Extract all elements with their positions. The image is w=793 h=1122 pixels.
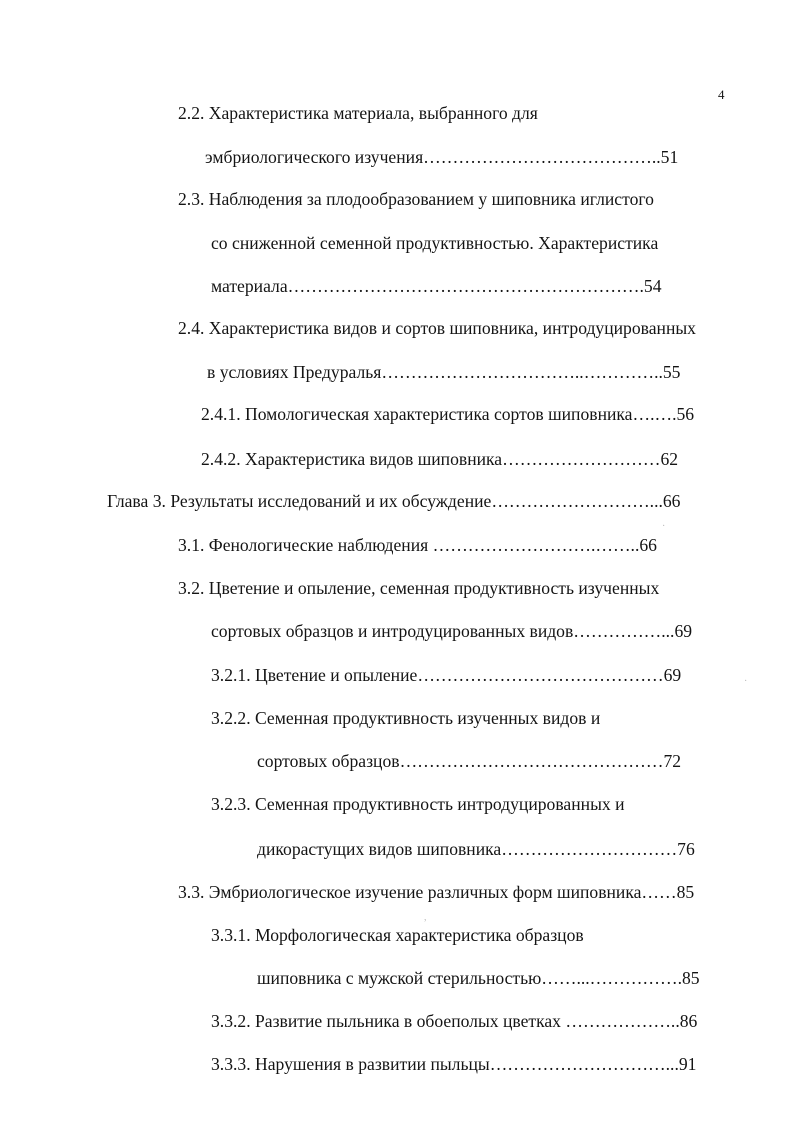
toc-line-3-2-3-title: 3.2.3. Семенная продуктивность интродуцированных и xyxy=(211,794,625,814)
toc-line-2-4-cont: в условиях Предуралья……………………………..…………..55 xyxy=(207,362,681,382)
toc-line-2-3-title: 2.3. Наблюдения за плодообразованием у шиповника иглистого xyxy=(178,189,654,209)
toc-line-2-4-title: 2.4. Характеристика видов и сортов шиповника, интродуцированных xyxy=(178,318,696,338)
toc-line-2-2-cont: эмбриологического изучения…………………………………..51 xyxy=(205,147,679,167)
toc-line-2-3-cont1: со сниженной семенной продуктивностью. Характеристика xyxy=(211,233,659,253)
toc-line-chapter-3: Глава 3. Результаты исследований и их обсуждение………………………...66 xyxy=(107,491,681,511)
scan-speck: · xyxy=(744,676,748,687)
toc-line-3-2-2-cont: сортовых образцов………………………………………72 xyxy=(257,751,682,771)
toc-line-3-1: 3.1. Фенологические наблюдения ……………………….……..66 xyxy=(178,535,657,555)
page-number: 4 xyxy=(718,87,725,102)
toc-line-3-2-cont: сортовых образцов и интродуцированных видов……………...69 xyxy=(211,621,693,641)
toc-line-3-3-2: 3.3.2. Развитие пыльника в обоеполых цветках ………………..86 xyxy=(211,1011,698,1031)
toc-line-3-2-2-title: 3.2.2. Семенная продуктивность изученных видов и xyxy=(211,708,601,728)
toc-line-3-2-title: 3.2. Цветение и опыление, семенная продуктивность изученных xyxy=(178,578,660,598)
toc-line-2-4-1: 2.4.1. Помологическая характеристика сортов шиповника….….56 xyxy=(201,404,695,424)
toc-line-3-3-1-title: 3.3.1. Морфологическая характеристика образцов xyxy=(211,925,584,945)
scan-speck: · xyxy=(662,521,666,532)
toc-line-2-2-title: 2.2. Характеристика материала, выбранного для xyxy=(178,103,538,123)
toc-line-2-4-2: 2.4.2. Характеристика видов шиповника………………………62 xyxy=(201,449,679,469)
toc-line-3-3-3: 3.3.3. Нарушения в развитии пыльцы…………………………...91 xyxy=(211,1054,697,1074)
toc-line-3-2-1: 3.2.1. Цветение и опыление……………………………………69 xyxy=(211,665,682,685)
toc-line-3-2-3-cont: дикорастущих видов шиповника…………………………76 xyxy=(257,839,695,859)
toc-line-3-3-1-cont: шиповника с мужской стерильностью……...…………….85 xyxy=(257,968,700,988)
toc-line-3-3: 3.3. Эмбриологическое изучение различных форм шиповника……85 xyxy=(178,882,695,902)
toc-line-2-3-cont2: материала…………………………………………………….54 xyxy=(211,276,662,296)
scan-speck: , xyxy=(424,912,427,923)
